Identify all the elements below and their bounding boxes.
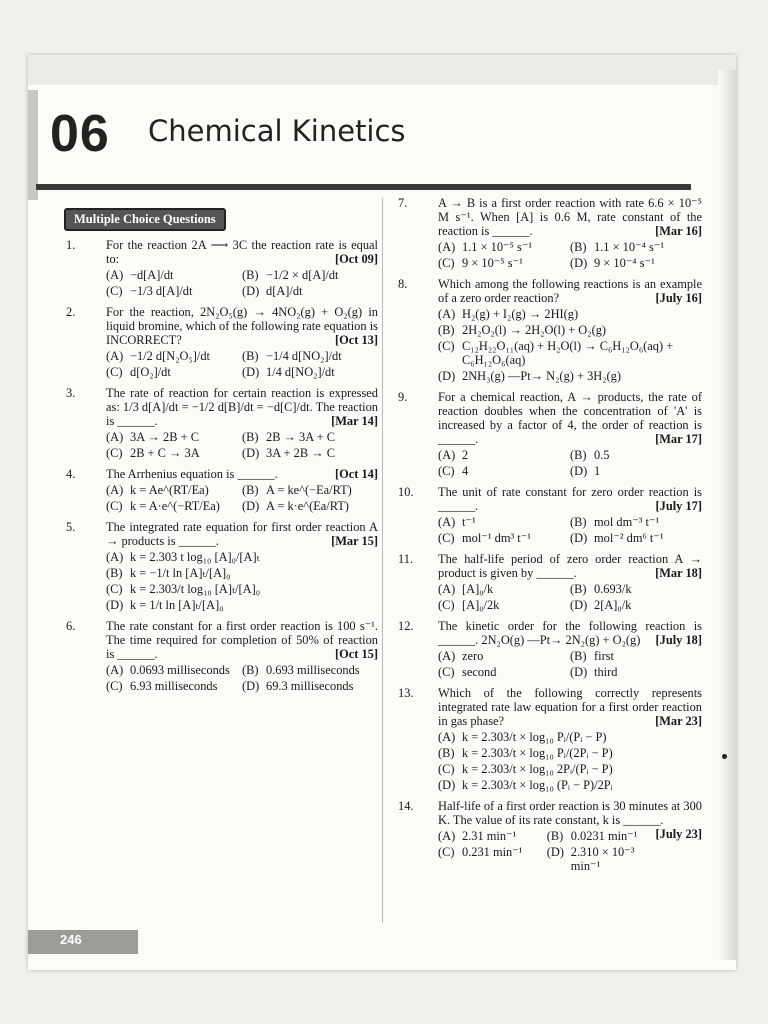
option-label: (B): [570, 582, 587, 596]
question-number: 5.: [66, 520, 76, 534]
question-body: [438, 686, 702, 792]
option-text: 2B → 3A + C: [266, 430, 335, 444]
option-text: mol⁻² dm⁶ t⁻¹: [594, 531, 664, 545]
option-text: mol⁻¹ dm³ t⁻¹: [462, 531, 531, 545]
option-label: (C): [106, 582, 123, 596]
option-label: (A): [106, 430, 124, 444]
option-label: (D): [570, 665, 588, 679]
question-body: [106, 619, 378, 693]
question-text-content: Half-life of a first order reaction is 30 minutes at 300 K. The value of its rate constant, k is ______.: [438, 799, 702, 827]
margin-dot: [722, 754, 727, 759]
option-text: 6.93 milliseconds: [130, 679, 218, 693]
option-text: A = ke^(−Ea/RT): [266, 483, 352, 497]
option-text: second: [462, 665, 497, 679]
question-item: [390, 485, 702, 545]
option-label: (D): [570, 256, 588, 270]
question-text-content: A → B is a first order reaction with rate 6.6 × 10⁻⁵ M s⁻¹. When [A] is 0.6 M, rate constant of the reaction is ______.: [438, 196, 702, 238]
option-text: k = 2.303/t log₁₀ [A]ₜ/[A]₀: [130, 582, 261, 596]
question-text-content: The half-life period of zero order reaction A → product is given by ______.: [438, 552, 702, 580]
question-number: 11.: [398, 552, 414, 566]
exam-tag: [Mar 15]: [331, 534, 378, 548]
question-item: [390, 686, 702, 792]
question-body: [438, 390, 702, 478]
option-label: (D): [242, 284, 260, 298]
exam-tag: [Mar 14]: [331, 414, 378, 428]
option-list: [438, 307, 702, 383]
option-label: (D): [242, 365, 260, 379]
question-text: [438, 485, 702, 513]
exam-tag: [July 16]: [655, 291, 702, 305]
option-text: k = 2.303 t log₁₀ [A]₀/[A]ₜ: [130, 550, 260, 564]
option-label: (A): [438, 240, 456, 254]
option-label: (C): [106, 446, 123, 460]
exam-tag: [July 17]: [655, 499, 702, 513]
option-text: 2B + C → 3A: [130, 446, 200, 460]
option-text: 3A + 2B → C: [266, 446, 335, 460]
question-item: [390, 552, 702, 612]
question-body: [438, 799, 702, 873]
question-text: [438, 686, 702, 728]
question-item: [58, 386, 378, 460]
option-label: (B): [570, 515, 587, 529]
option-label: (A): [438, 649, 456, 663]
option-list: [438, 240, 702, 270]
option-label: (B): [570, 240, 587, 254]
option-text: 1: [594, 464, 601, 478]
option-text: k = 2.303/t × log₁₀ 2Pᵢ/(Pᵢ − P): [462, 762, 613, 776]
right-column: [390, 196, 702, 880]
option-label: (D): [242, 499, 260, 513]
option-text: [A]₀/k: [462, 582, 494, 596]
question-number: 6.: [66, 619, 76, 633]
option-label: (D): [106, 598, 124, 612]
page-curl: [718, 70, 736, 960]
exam-tag: [Oct 15]: [334, 647, 378, 661]
option-text: 0.693/k: [594, 582, 632, 596]
option-label: (B): [242, 483, 259, 497]
option-text: 0.693 milliseconds: [266, 663, 360, 677]
option-label: (A): [438, 448, 456, 462]
question-number: 8.: [398, 277, 408, 291]
exam-tag: [Mar 18]: [655, 566, 702, 580]
question-item: [390, 799, 702, 873]
question-text-content: For a chemical reaction, A → products, the rate of reaction doubles when the concentration of 'A' is increased by a factor of 4, the order of reaction is ______.: [438, 390, 702, 446]
chapter-title: Chemical Kinetics: [148, 114, 406, 148]
question-item: [58, 619, 378, 693]
header-rule: [36, 184, 691, 190]
option-label: (D): [570, 464, 588, 478]
option-label: (A): [106, 268, 124, 282]
exam-tag: [July 18]: [655, 633, 702, 647]
option-label: (C): [438, 531, 455, 545]
option-label: (C): [106, 499, 123, 513]
option-text: third: [594, 665, 618, 679]
option-text: C₁₂H₂₂O₁₁(aq) + H₂O(l) → C₆H₁₂O₆(aq) + C₆H₁₂O₆(aq): [462, 339, 674, 367]
option-list: [106, 349, 378, 379]
question-body: [106, 238, 378, 298]
option-label: (B): [570, 448, 587, 462]
option-label: (C): [106, 679, 123, 693]
option-list: [438, 515, 702, 545]
option-text: [A]₀/2k: [462, 598, 500, 612]
option-label: (B): [570, 649, 587, 663]
question-body: [438, 619, 702, 679]
option-label: (C): [438, 339, 455, 353]
question-text: [438, 277, 702, 305]
option-list: [106, 550, 378, 612]
option-text: 0.0693 milliseconds: [130, 663, 230, 677]
option-label: (B): [546, 829, 564, 843]
option-text: 69.3 milliseconds: [266, 679, 354, 693]
top-band: [28, 55, 736, 85]
option-label: (A): [438, 307, 456, 321]
option-label: (A): [106, 663, 124, 677]
option-label: (D): [570, 598, 588, 612]
option-text: −1/4 d[NO₂]/dt: [266, 349, 342, 363]
option-text: 2[A]₀/k: [594, 598, 632, 612]
exam-tag: [Oct 09]: [334, 252, 378, 266]
question-number: 9.: [398, 390, 408, 404]
option-text: 1/4 d[NO₂]/dt: [266, 365, 335, 379]
question-body: [106, 467, 378, 513]
option-label: (B): [438, 323, 455, 337]
option-text: 9 × 10⁻⁴ s⁻¹: [594, 256, 655, 270]
option-text: 2.31 min⁻¹: [462, 829, 517, 843]
option-text: 1.1 × 10⁻⁵ s⁻¹: [462, 240, 533, 254]
question-text: [438, 552, 702, 580]
question-body: [106, 305, 378, 379]
option-label: (C): [438, 665, 455, 679]
question-text-content: The Arrhenius equation is ______.: [106, 467, 278, 481]
question-text: [438, 390, 702, 446]
option-label: (C): [438, 464, 455, 478]
option-text: d[O₂]/dt: [130, 365, 171, 379]
option-text: 4: [462, 464, 469, 478]
option-label: (A): [106, 550, 124, 564]
option-label: (C): [438, 598, 455, 612]
option-label: (A): [438, 515, 456, 529]
option-list: [106, 483, 378, 513]
question-text-content: For the reaction 2A ⟶ 3C the reaction rate is equal to:: [106, 238, 378, 266]
option-label: (C): [438, 256, 455, 270]
option-label: (A): [438, 829, 456, 843]
question-text: [106, 467, 378, 481]
question-text: [106, 520, 378, 548]
option-text: 3A → 2B + C: [130, 430, 199, 444]
chapter-number: 06: [50, 105, 110, 163]
question-number: 1.: [66, 238, 76, 252]
question-number: 3.: [66, 386, 76, 400]
option-text: A = k·e^(Ea/RT): [266, 499, 349, 513]
option-text: 2.310 × 10⁻³ min⁻¹: [570, 845, 635, 873]
question-item: [390, 619, 702, 679]
option-label: (B): [242, 663, 259, 677]
question-text: [106, 305, 378, 347]
exam-tag: [Mar 23]: [655, 714, 702, 728]
question-item: [58, 467, 378, 513]
option-text: k = 2.303/t × log₁₀ (Pᵢ − P)/2Pᵢ: [462, 778, 613, 792]
question-number: 14.: [398, 799, 414, 813]
question-text: [106, 619, 378, 661]
question-item: [390, 390, 702, 478]
question-text-content: The rate constant for a first order reaction is 100 s⁻¹. The time required for completion of 50% of reaction is ______.: [106, 619, 378, 661]
option-text: 0.0231 min⁻¹: [570, 829, 638, 843]
option-label: (C): [438, 845, 455, 859]
question-text-content: The kinetic order for the following reaction is ______. 2N₂O(g) —Pt→ 2N₂(g) + O₂(g): [438, 619, 702, 647]
option-label: (C): [106, 365, 123, 379]
option-text: 2H₂O₂(l) → 2H₂O(l) + O₂(g): [462, 323, 607, 337]
exam-tag: [Mar 17]: [655, 432, 702, 446]
question-body: [106, 520, 378, 612]
question-body: [438, 196, 702, 270]
question-item: [58, 520, 378, 612]
option-text: −1/2 × d[A]/dt: [266, 268, 339, 282]
option-text: k = −1/t ln [A]ₜ/[A]₀: [130, 566, 231, 580]
footer-bar: [28, 930, 138, 954]
question-item: [390, 196, 702, 270]
question-text-content: The unit of rate constant for zero order reaction is ______.: [438, 485, 702, 513]
page-number: 246: [60, 932, 82, 947]
option-label: (C): [438, 762, 455, 776]
option-text: 0.5: [594, 448, 610, 462]
question-item: [390, 277, 702, 383]
option-text: k = 2.303/t × log₁₀ Pᵢ/(Pᵢ − P): [462, 730, 607, 744]
option-text: 0.231 min⁻¹: [462, 845, 523, 859]
question-text-content: For the reaction, 2N₂O₅(g) → 4NO₂(g) + O₂(g) in liquid bromine, which of the following rate equation is INCORRECT?: [106, 305, 378, 347]
question-text-content: Which of the following correctly represents integrated rate law equation for a first order reaction in gas phase?: [438, 686, 702, 728]
option-text: k = Ae^(RT/Ea): [130, 483, 209, 497]
option-text: t⁻¹: [462, 515, 476, 529]
question-number: 4.: [66, 467, 76, 481]
option-label: (B): [242, 430, 259, 444]
option-text: 2NH₃(g) —Pt→ N₂(g) + 3H₂(g): [462, 369, 621, 383]
option-label: (B): [242, 349, 259, 363]
option-text: −1/3 d[A]/dt: [130, 284, 193, 298]
option-text: first: [594, 649, 614, 663]
question-number: 12.: [398, 619, 414, 633]
question-text: [438, 196, 702, 238]
question-body: [438, 277, 702, 383]
option-label: (A): [106, 483, 124, 497]
question-number: 7.: [398, 196, 408, 210]
question-text-content: Which among the following reactions is an example of a zero order reaction?: [438, 277, 702, 305]
option-label: (A): [438, 582, 456, 596]
option-text: 2: [462, 448, 469, 462]
option-text: k = A·e^(−RT/Ea): [130, 499, 220, 513]
option-label: (B): [106, 566, 123, 580]
question-number: 13.: [398, 686, 414, 700]
option-text: −1/2 d[N₂O₅]/dt: [130, 349, 210, 363]
option-text: d[A]/dt: [266, 284, 303, 298]
option-list: [106, 663, 378, 693]
question-body: [438, 485, 702, 545]
option-list: [438, 448, 702, 478]
option-list: [438, 730, 702, 792]
question-number: 10.: [398, 485, 414, 499]
option-text: zero: [462, 649, 484, 663]
question-text: [438, 619, 702, 647]
left-column: [58, 238, 378, 700]
option-list: [438, 829, 656, 873]
question-number: 2.: [66, 305, 76, 319]
question-text-content: The integrated rate equation for first order reaction A → products is ______.: [106, 520, 378, 548]
option-label: (D): [242, 446, 260, 460]
option-text: k = 1/t ln [A]ₜ/[A]₀: [130, 598, 224, 612]
option-label: (D): [570, 531, 588, 545]
question-item: [58, 305, 378, 379]
option-label: (D): [546, 845, 564, 859]
option-label: (D): [242, 679, 260, 693]
section-badge: Multiple Choice Questions: [64, 208, 226, 231]
question-body: [106, 386, 378, 460]
column-divider: [382, 198, 383, 923]
option-list: [106, 430, 378, 460]
question-item: [58, 238, 378, 298]
question-text-content: The rate of reaction for certain reaction is expressed as: 1/3 d[A]/dt = −1/2 d[B]/dt = −d[C]/dt. The reaction is ______.: [106, 386, 378, 428]
question-body: [438, 552, 702, 612]
option-label: (A): [438, 730, 456, 744]
exam-tag: [Mar 16]: [655, 224, 702, 238]
option-text: H₂(g) + I₂(g) → 2HI(g): [462, 307, 579, 321]
option-label: (B): [242, 268, 259, 282]
option-label: (D): [438, 369, 456, 383]
option-label: (C): [106, 284, 123, 298]
exam-tag: [Oct 13]: [334, 333, 378, 347]
option-text: 9 × 10⁻⁵ s⁻¹: [462, 256, 523, 270]
option-list: [438, 649, 702, 679]
option-label: (B): [438, 746, 455, 760]
exam-tag: [Oct 14]: [334, 467, 378, 481]
option-text: 1.1 × 10⁻⁴ s⁻¹: [594, 240, 665, 254]
question-text: [106, 386, 378, 428]
option-text: k = 2.303/t × log₁₀ Pᵢ/(2Pᵢ − P): [462, 746, 613, 760]
question-text: [106, 238, 378, 266]
option-text: mol dm⁻³ t⁻¹: [594, 515, 660, 529]
option-text: −d[A]/dt: [130, 268, 174, 282]
exam-tag: [July 23]: [655, 827, 702, 841]
option-label: (A): [106, 349, 124, 363]
option-list: [106, 268, 378, 298]
option-label: (D): [438, 778, 456, 792]
option-list: [438, 582, 702, 612]
